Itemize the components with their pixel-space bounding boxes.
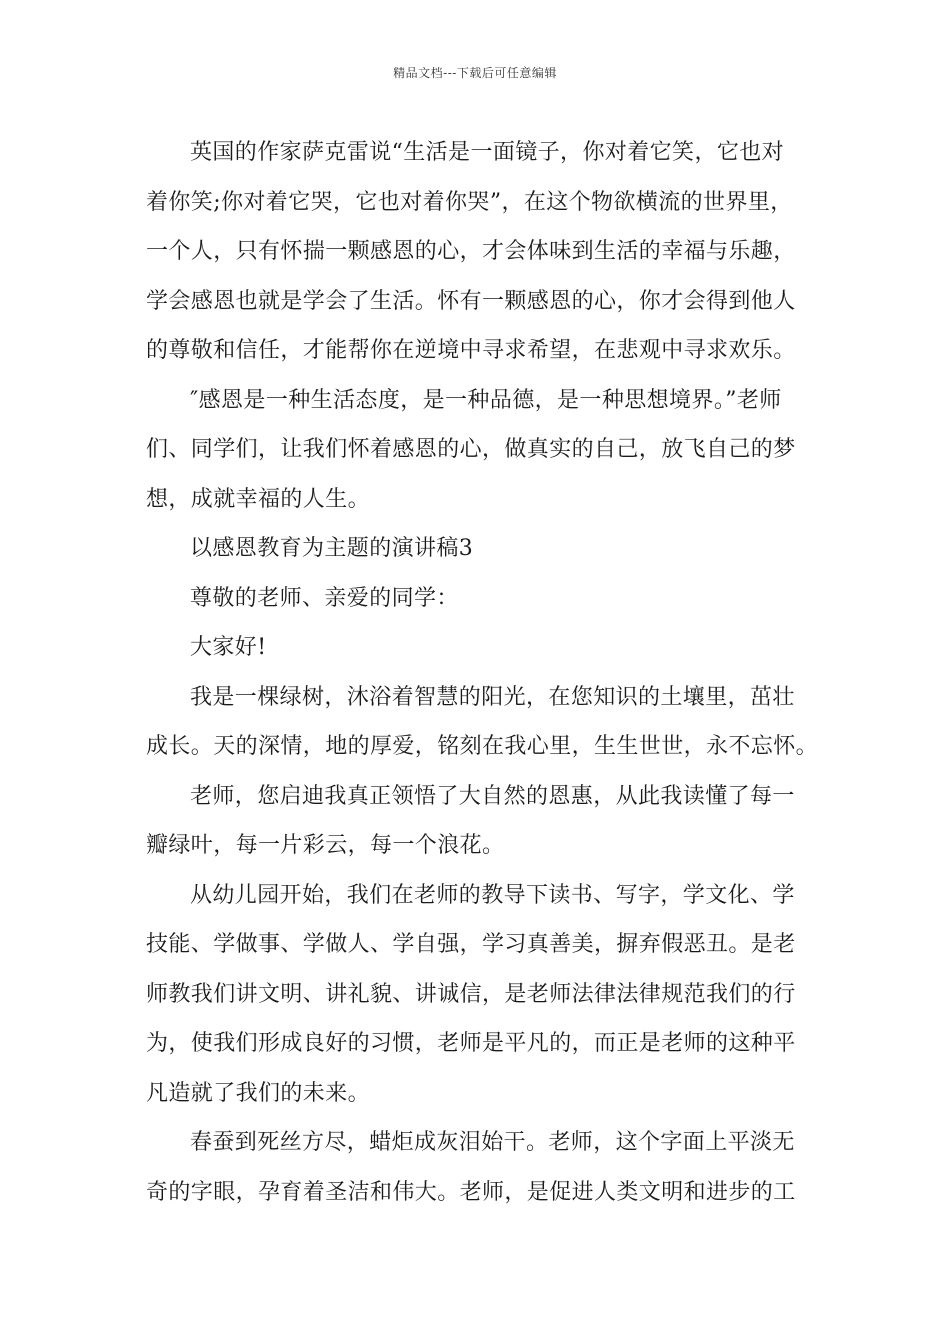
page-header: 精品文档---下载后可任意编辑 xyxy=(393,66,557,80)
text-line: 我是一棵绿树，沐浴着智慧的阳光，在您知识的土壤里，茁壮 xyxy=(190,684,795,710)
text-line: 瓣绿叶，每一片彩云，每一个浪花。 xyxy=(146,833,505,858)
text-line: 以感恩教育为主题的演讲稿3 xyxy=(190,536,474,561)
text-line: 大家好! xyxy=(190,635,267,660)
text-line: 着你笑;你对着它哭，它也对着你哭”，在这个物欲横流的世界里， xyxy=(146,189,793,215)
text-line: ″感恩是一种生活态度，是一种品德，是一种思想境界。”老师 xyxy=(190,387,782,413)
text-line: 奇的字眼，孕育着圣洁和伟大。老师，是促进人类文明和进步的工 xyxy=(146,1179,796,1205)
text-line: 师教我们讲文明、讲礼貌、讲诚信，是老师法律法律规范我们的行 xyxy=(146,981,796,1007)
text-line: 们、同学们，让我们怀着感恩的心，做真实的自己，放飞自己的梦 xyxy=(146,437,796,462)
document-body xyxy=(146,128,819,1217)
text-line: 想，成就幸福的人生。 xyxy=(146,486,371,512)
text-line: 的尊敬和信任，才能帮你在逆境中寻求希望，在悲观中寻求欢乐。 xyxy=(146,338,796,363)
text-line: 凡造就了我们的未来。 xyxy=(146,1080,371,1106)
text-line: 尊敬的老师、亲爱的同学： xyxy=(190,585,459,611)
text-line: 英国的作家萨克雷说“生活是一面镜子，你对着它笑，它也对 xyxy=(190,140,785,165)
text-line: 从幼儿园开始，我们在老师的教导下读书、写字，学文化、学 xyxy=(190,882,795,908)
text-line: 一个人，只有怀揣一颗感恩的心，才会体味到生活的幸福与乐趣， xyxy=(146,239,796,264)
text-line: 老师，您启迪我真正领悟了大自然的恩惠，从此我读懂了每一 xyxy=(190,783,795,809)
text-line: 为，使我们形成良好的习惯，老师是平凡的，而正是老师的这种平 xyxy=(146,1031,796,1056)
text-line: 技能、学做事、学做人、学自强，学习真善美，摒弃假恶丑。是老 xyxy=(146,932,796,957)
text-line: 成长。天的深情，地的厚爱，铭刻在我心里，生生世世，永不忘怀。 xyxy=(146,734,819,759)
text-line: 学会感恩也就是学会了生活。怀有一颗感恩的心，你才会得到他人 xyxy=(146,288,796,314)
text-line: 春蚕到死丝方尽，蜡炬成灰泪始干。老师，这个字面上平淡无 xyxy=(190,1130,795,1155)
